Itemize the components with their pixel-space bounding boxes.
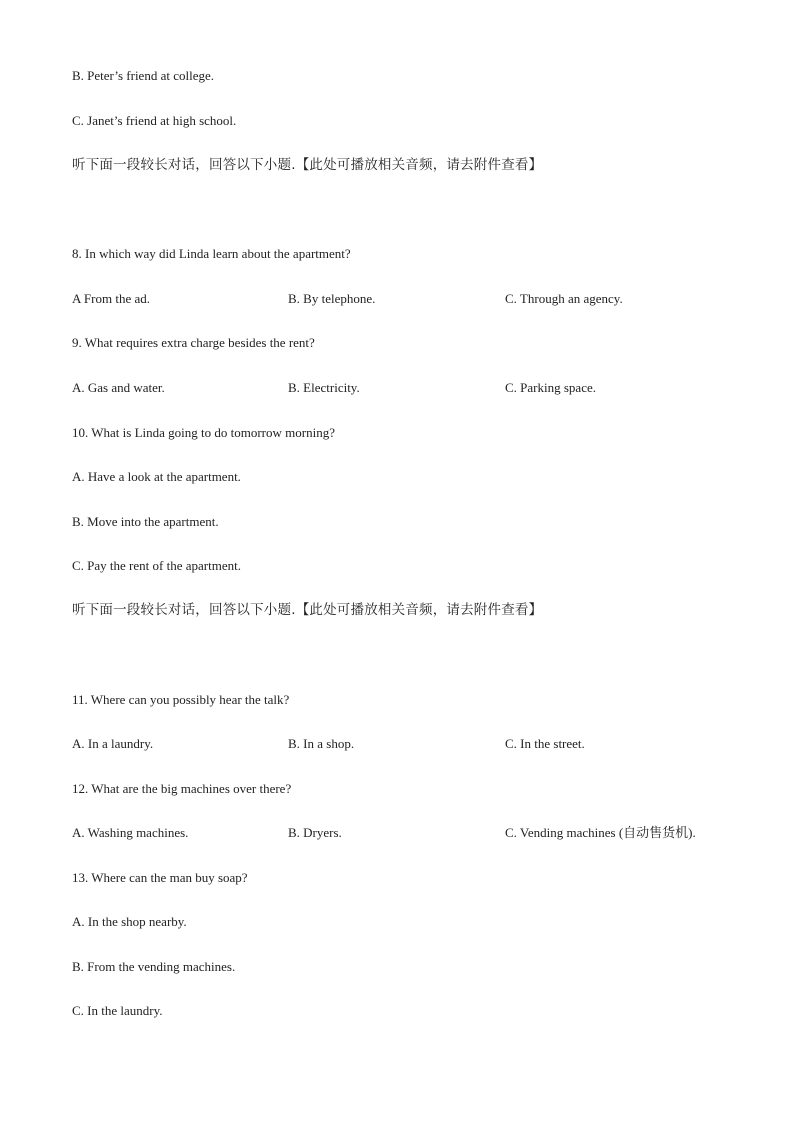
q10-option-b: B. Move into the apartment. (72, 514, 219, 529)
listening-instruction: 听下面一段较长对话，回答以下小题.【此处可播放相关音频，请去附件查看】 (72, 157, 543, 173)
q8-option-b: B. By telephone. (288, 291, 376, 306)
q11-option-a: A. In a laundry. (72, 736, 154, 751)
q8-option-a: A From the ad. (72, 291, 150, 306)
q13-option-b: B. From the vending machines. (72, 959, 236, 974)
q7-option-c: C. Janet’s friend at high school. (72, 113, 237, 128)
q11-option-b: B. In a shop. (288, 736, 355, 751)
q10-option-a: A. Have a look at the apartment. (72, 469, 241, 484)
q13-question: 13. Where can the man buy soap? (72, 870, 248, 885)
q11-question: 11. Where can you possibly hear the talk? (72, 692, 290, 707)
q12-option-a: A. Washing machines. (72, 825, 189, 840)
q8-question: 8. In which way did Linda learn about the apartment? (72, 246, 351, 261)
q11-option-c: C. In the street. (505, 736, 585, 751)
q12-question: 12. What are the big machines over there? (72, 781, 292, 796)
q10-question: 10. What is Linda going to do tomorrow morning? (72, 425, 335, 440)
q9-option-a: A. Gas and water. (72, 380, 165, 395)
q9-question: 9. What requires extra charge besides the rent? (72, 335, 315, 350)
q9-option-b: B. Electricity. (288, 380, 360, 395)
q10-option-c: C. Pay the rent of the apartment. (72, 558, 241, 573)
q8-option-c: C. Through an agency. (505, 291, 623, 306)
listening-instruction-2: 听下面一段较长对话，回答以下小题.【此处可播放相关音频，请去附件查看】 (72, 602, 543, 618)
q9-option-c: C. Parking space. (505, 380, 596, 395)
q12-option-c: C. Vending machines (自动售货机). (505, 825, 696, 840)
q13-option-a: A. In the shop nearby. (72, 914, 187, 929)
q12-option-b: B. Dryers. (288, 825, 342, 840)
q7-option-b: B. Peter’s friend at college. (72, 68, 214, 83)
q13-option-c: C. In the laundry. (72, 1003, 163, 1018)
